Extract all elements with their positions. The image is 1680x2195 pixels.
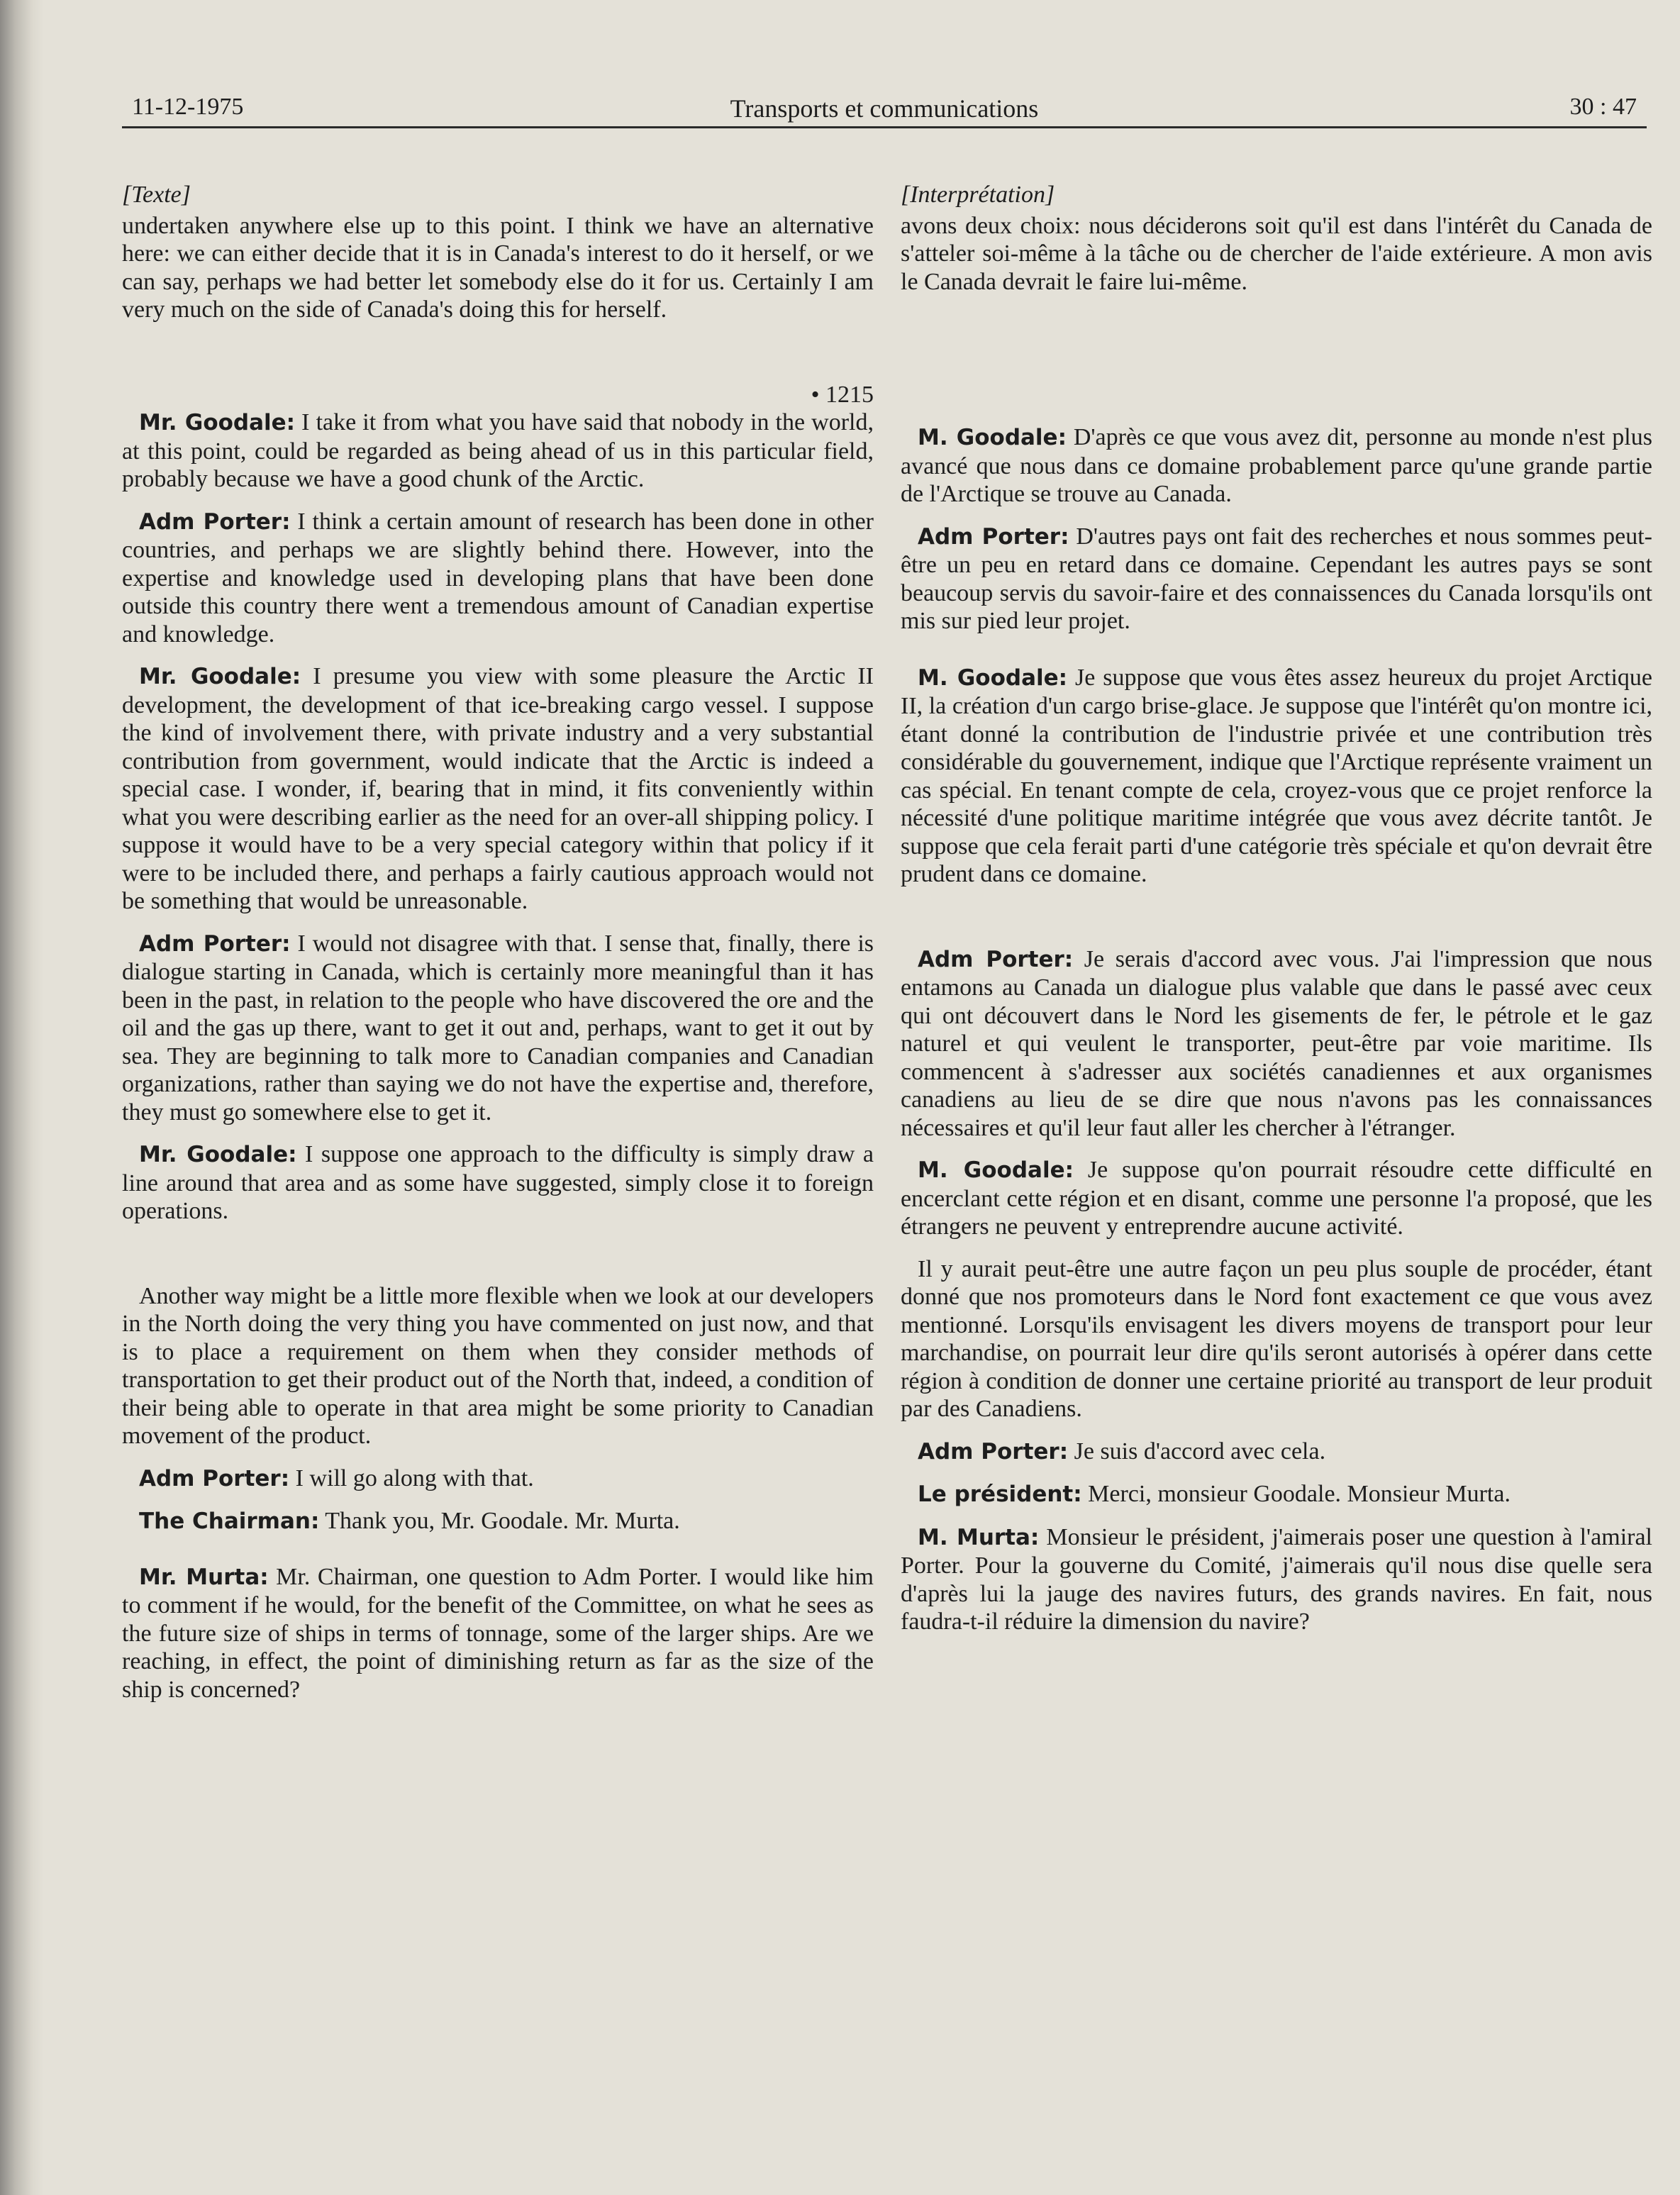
speech-text: Mr. Chairman, one question to Adm Porter. I would like him to comment if he would, for the benefit of the Committee, on what he sees as the future size of ships in terms of tonnage, some of the larger ships. Are we reaching, in effect, the point of diminishing return as far as the size of the ship is concerned?	[122, 1563, 874, 1703]
speech-paragraph	[901, 1156, 1652, 1241]
speaker-name: Adm Porter:	[139, 1465, 290, 1491]
speech-paragraph	[901, 1480, 1652, 1509]
running-header	[122, 85, 1647, 128]
speaker-name: M. Goodale:	[918, 1157, 1074, 1183]
speech-paragraph: Another way might be a little more flexible when we look at our developers in the North doing the very thing you have commented on just now, and that is to place a requirement on them when they consider methods of transportation to get their product out of the North that, indeed, a condition of their being able to operate in that area might be some priority to Canadian movement of the product.	[122, 1282, 874, 1449]
speech-text: I think a certain amount of research has been done in other countries, and perhaps we are slightly behind there. However, into the expertise and knowledge used in developing plans that have been done outside this country there went a tremendous amount of Canadian expertise and knowledge.	[122, 508, 874, 648]
speaker-name: Adm Porter:	[918, 1438, 1069, 1465]
speech-text: I take it from what you have said that nobody in the world, at this point, could be regarded as being ahead of us in this particular field, probably because we have a good chunk of the Arctic.	[122, 409, 874, 492]
speech-text: Merci, monsieur Goodale. Monsieur Murta.	[1081, 1481, 1511, 1507]
speech-paragraph	[901, 1438, 1652, 1467]
speaker-name: Mr. Goodale:	[139, 1142, 297, 1167]
speaker-name: Mr. Goodale:	[139, 664, 301, 689]
speech-text: Je suis d'accord avec cela.	[1068, 1438, 1326, 1465]
speaker-name: M. Goodale:	[918, 425, 1067, 450]
speaker-name: Adm Porter:	[918, 523, 1069, 550]
speech-paragraph	[122, 1507, 874, 1536]
speech-paragraph	[901, 523, 1652, 635]
speech-paragraph	[901, 945, 1652, 1143]
continuation-paragraph: avons deux choix: nous déciderons soit qu'il est dans l'intérêt du Canada de s'atteler soi-même à la tâche ou de chercher de l'aide extérieure. A mon avis le Canada devrait le faire lui-même.	[901, 212, 1652, 295]
text-tag: [Texte]	[122, 182, 191, 208]
speech-paragraph	[122, 1563, 874, 1704]
header-date: 11-12-1975	[132, 94, 244, 120]
speech-text: Thank you, Mr. Goodale. Mr. Murta.	[319, 1508, 680, 1534]
speech-text: I will go along with that.	[289, 1465, 534, 1491]
speaker-name: Adm Porter:	[139, 509, 291, 535]
speech-text: I presume you view with some pleasure the Arctic II development, the development of that ice-breaking cargo vessel. I suppose the kind of involvement there, with private industry and a very substantial contribution from government, would indicate that the Arctic is indeed a special case. I wonder, if, bearing that in mind, it fits conveniently within what you were describing earlier as the need for an over-all shipping policy. I suppose it would have to be a very special category within that policy if it were to be included there, and perhaps a fairly cautious approach would not be something that would be unreasonable.	[122, 663, 874, 914]
speech-paragraph	[901, 423, 1652, 509]
speaker-name: The Chairman:	[139, 1508, 320, 1534]
speech-paragraph	[901, 1523, 1652, 1636]
speech-text: D'autres pays ont fait des recherches et nous sommes peut-être un peu en retard dans ce domaine. Cependant les autres pays se sont beaucoup servis du savoir-faire et des connaissences du Canada lorsqu'ils ont mis sur pied leur projet.	[901, 523, 1652, 634]
english-column	[122, 181, 874, 1718]
speaker-name: Mr. Murta:	[139, 1564, 269, 1590]
speech-text: I suppose one approach to the difficulty is simply draw a line around that area and as some have suggested, simply close it to foreign operations.	[122, 1141, 874, 1224]
document-page	[122, 85, 1653, 2170]
speaker-name: M. Goodale:	[918, 665, 1068, 691]
speech-text: Je suppose qu'on pourrait résoudre cette difficulté en encerclant cette région et en disant, comme une personne l'a proposé, que les étrangers ne peuvent y entreprendre aucune activité.	[901, 1157, 1652, 1240]
speech-paragraph	[122, 662, 874, 916]
header-page-number: 30 : 47	[1569, 94, 1637, 120]
speech-paragraph	[901, 664, 1652, 889]
speech-text: Je suppose que vous êtes assez heureux du projet Arctique II, la création d'un cargo brise-glace. Je suppose que l'intérêt qu'on montre ici, étant donné la contribution de l'industrie privée et une contribution très considérable du gouvernement, indique que l'Arctique représente vraiment un cas spécial. En tenant compte de cela, croyez-vous que ce projet renforce la nécessité d'une politique maritime intégrée que vous avez décrite tantôt. Je suppose que cela ferait parti d'une catégorie très spéciale et qu'on devrait être prudent dans ce domaine.	[901, 664, 1652, 887]
header-title: Transports et communications	[730, 94, 1039, 123]
interpretation-tag: [Interprétation]	[901, 182, 1055, 208]
speech-paragraph	[122, 930, 874, 1127]
speaker-name: Mr. Goodale:	[139, 410, 296, 435]
speech-paragraph	[122, 1465, 874, 1494]
speaker-name: M. Murta:	[918, 1524, 1040, 1550]
french-column	[901, 181, 1652, 1650]
speech-text: I would not disagree with that. I sense that, finally, there is dialogue starting in Canada, which is certainly more meaningful than it has been in the past, in relation to the people who have discovered the ore and the oil and the gas up there, want to get it out and, perhaps, want to get it out by sea. They are beginning to talk more to Canadian companies and Canadian organizations, rather than saying we do not have the expertise and, therefore, they must go somewhere else to get it.	[122, 930, 874, 1126]
speech-paragraph	[122, 1140, 874, 1226]
speaker-name: Le président:	[918, 1482, 1082, 1507]
speaker-name: Adm Porter:	[918, 946, 1074, 972]
time-marker: • 1215	[811, 381, 874, 408]
speaker-name: Adm Porter:	[139, 930, 291, 957]
speech-text: D'après ce que vous avez dit, personne au monde n'est plus avancé que nous dans ce domaine probablement parce qu'une grande partie de l'Arctique se trouve au Canada.	[901, 424, 1652, 507]
continuation-paragraph: undertaken anywhere else up to this point. I think we have an alternative here: we can either decide that it is in Canada's interest to do it herself, or we can say, perhaps we had better let somebody else do it for us. Certainly I am very much on the side of Canada's doing this for herself.	[122, 212, 874, 323]
speech-paragraph	[122, 409, 874, 494]
speech-paragraph	[122, 508, 874, 649]
speech-paragraph: Il y aurait peut-être une autre façon un peu plus souple de procéder, étant donné que nos promoteurs dans le Nord font exactement ce que vous avez mentionné. Lorsqu'ils envisagent les divers moyens de transport pour leur marchandise, on pourrait leur dire qu'ils seront autorisés à opérer dans cette région à condition de donner une certaine priorité au transport de leur produit par des Canadiens.	[901, 1255, 1652, 1422]
speech-text: Monsieur le président, j'aimerais poser une question à l'amiral Porter. Pour la gouverne du Comité, j'aimerais qu'il nous dise quelle sera d'après lui la jauge des navires futurs, des grands navires. En fait, nous faudra-t-il réduire la dimension du navire?	[901, 1523, 1653, 1635]
speech-text: Je serais d'accord avec vous. J'ai l'impression que nous entamons au Canada un dialogue plus valable que dans le passé avec ceux qui ont découvert dans le Nord les gisements de fer, le pétrole et le gaz naturel et qui veulent le transporter, peut-être par voie maritime. Ils commencent à s'adresser aux sociétés canadiennes et aux organismes canadiens au lieu de se dire que nous n'avons pas les connaissances nécessaires et qu'il leur faut aller les chercher à l'étranger.	[901, 945, 1652, 1141]
book-binding-shadow	[0, 0, 44, 2195]
